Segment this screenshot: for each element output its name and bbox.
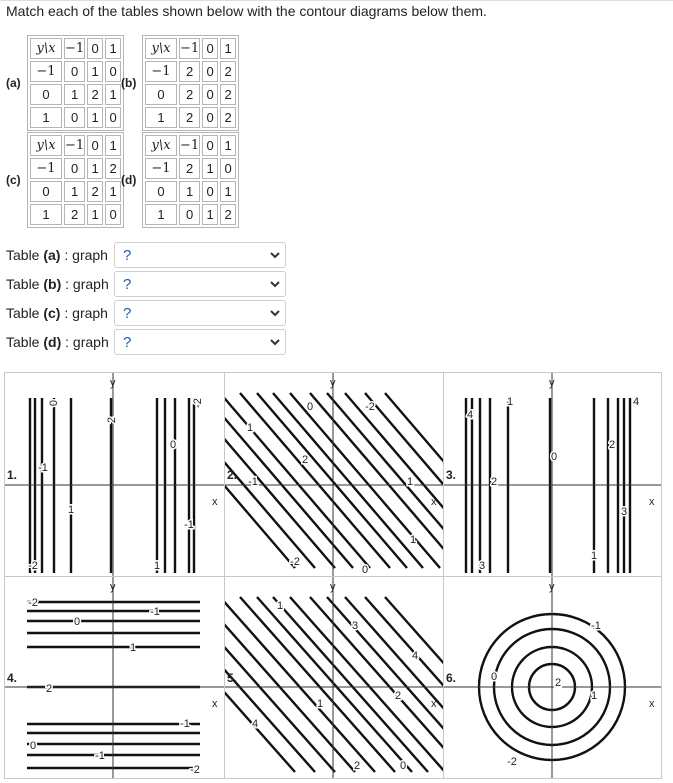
contour-label: 4	[251, 718, 259, 730]
graph-1	[5, 373, 225, 577]
contour-label: 0	[399, 760, 407, 772]
table-cell: 1	[87, 61, 103, 82]
y-axis-label: y	[110, 377, 116, 389]
contour-label: 1	[316, 698, 324, 710]
graph-number: 2.	[227, 468, 238, 482]
table-cell: 1	[87, 107, 103, 128]
question-prefix: Table	[6, 247, 44, 263]
chevron-down-icon	[270, 335, 280, 349]
table-header-cell: −1	[179, 38, 200, 59]
contour-label: -2	[507, 756, 517, 768]
contour-label: 1	[67, 504, 75, 516]
contour-label: 2	[394, 690, 402, 702]
graph-select-a[interactable]	[114, 242, 286, 268]
table-cell: 0	[64, 158, 85, 179]
contour-label: 2	[45, 683, 53, 695]
table-c	[27, 132, 124, 228]
table-header-cell: y\x	[30, 38, 62, 59]
x-axis-label: x	[212, 496, 218, 508]
question-prefix: Table	[6, 334, 44, 350]
contour-label: 2	[554, 677, 562, 689]
graph-select-c[interactable]	[114, 300, 286, 326]
question-suffix: : graph	[60, 247, 108, 263]
contour-label: 2	[608, 439, 616, 451]
contour-label: -2	[28, 560, 38, 572]
table-row-header: 1	[30, 107, 62, 128]
question-row-b	[6, 271, 296, 297]
table-label-a: (a)	[6, 76, 21, 90]
contour-line	[225, 597, 315, 772]
contour-label: -1	[184, 519, 194, 531]
question-suffix: : graph	[61, 276, 109, 292]
y-axis-label: y	[330, 377, 336, 389]
table-header-cell: 0	[87, 135, 103, 156]
x-axis-label: x	[431, 496, 437, 508]
contour-label: 1	[506, 396, 514, 408]
graph-select-d[interactable]	[114, 329, 286, 355]
table-cell: 2	[220, 61, 236, 82]
contour-plot-4	[5, 577, 224, 778]
y-axis-label: y	[549, 377, 555, 389]
table-cell: 2	[87, 181, 103, 202]
contour-label: 2	[490, 476, 498, 488]
contour-line	[365, 393, 443, 568]
table-row-header: 1	[145, 107, 177, 128]
contour-label: 4	[632, 396, 640, 408]
graph-6	[444, 577, 661, 778]
selected-value: ?	[123, 334, 132, 351]
table-cell: 1	[64, 181, 85, 202]
contour-label: -2	[192, 398, 204, 408]
table-cell: 1	[202, 204, 218, 225]
table-label-d: (d)	[121, 173, 137, 187]
table-row-header: 0	[145, 181, 177, 202]
table-header-cell: −1	[64, 38, 85, 59]
table-cell: 1	[202, 158, 218, 179]
contour-label: 1	[276, 600, 284, 612]
contour-plot-1	[5, 373, 224, 576]
question-suffix: : graph	[60, 305, 108, 321]
table-cell: 1	[105, 84, 121, 105]
table-header-cell: 1	[220, 135, 236, 156]
question-row-c	[6, 300, 296, 326]
table-header-cell: y\x	[145, 38, 177, 59]
contour-label: 0	[73, 616, 81, 628]
table-header-cell: y\x	[145, 135, 177, 156]
table-cell: 0	[202, 181, 218, 202]
contour-label: -2	[290, 556, 300, 568]
table-cell: 2	[105, 158, 121, 179]
chevron-down-icon	[270, 248, 280, 262]
table-cell: 0	[105, 61, 121, 82]
top-divider	[0, 0, 673, 1]
table-cell: 0	[64, 61, 85, 82]
question-row-d	[6, 329, 296, 355]
contour-label: 0	[550, 451, 558, 463]
contour-plot-6	[444, 577, 661, 778]
table-row-header: 0	[30, 84, 62, 105]
contour-label: -1	[248, 476, 258, 488]
contour-label: -2	[365, 401, 375, 413]
table-cell: 1	[105, 181, 121, 202]
contour-plot-2	[225, 373, 443, 576]
contour-label: 1	[409, 534, 417, 546]
table-cell: 1	[64, 84, 85, 105]
question-letter: (c)	[43, 305, 61, 321]
contour-label: -2	[190, 764, 200, 776]
table-cell: 2	[64, 204, 85, 225]
x-axis-label: x	[431, 698, 437, 710]
y-axis-label: y	[110, 581, 116, 593]
table-cell: 2	[87, 84, 103, 105]
question-title: Match each of the tables shown below with the contour diagrams below them.	[6, 3, 487, 19]
question-prefix: Table	[6, 305, 44, 321]
table-header-cell: y\x	[30, 135, 62, 156]
contour-label: 0	[306, 401, 314, 413]
table-cell: 2	[179, 107, 200, 128]
contour-label: 1	[590, 690, 598, 702]
contour-label: 0	[490, 671, 498, 683]
graph-4	[5, 577, 225, 778]
table-cell: 2	[220, 107, 236, 128]
contour-label: 0	[29, 740, 37, 752]
y-axis-label: y	[330, 581, 336, 593]
question-letter: (d)	[43, 334, 62, 350]
contour-line	[345, 393, 443, 568]
contour-plot-3	[444, 373, 661, 576]
contour-label: -1	[180, 718, 190, 730]
table-cell: 1	[220, 181, 236, 202]
table-header-cell: 0	[202, 135, 218, 156]
contour-label: -1	[95, 750, 105, 762]
table-label-b: (b)	[121, 76, 137, 90]
contour-plot-5	[225, 577, 443, 778]
contour-label: 1	[590, 550, 598, 562]
contour-label: 3	[478, 560, 486, 572]
table-row-header: −1	[145, 61, 177, 82]
chevron-down-icon	[270, 277, 280, 291]
table-cell: 2	[179, 158, 200, 179]
table-cell: 2	[220, 204, 236, 225]
graph-5	[225, 577, 444, 778]
contour-label: 4	[411, 650, 419, 662]
table-header-cell: 1	[105, 135, 121, 156]
table-cell: 1	[179, 181, 200, 202]
x-axis-label: x	[649, 496, 655, 508]
selected-value: ?	[123, 305, 132, 322]
graph-number: 5.	[227, 671, 238, 685]
contour-label: -1	[38, 462, 48, 474]
y-axis-label: y	[549, 581, 555, 593]
table-header-cell: −1	[179, 135, 200, 156]
table-header-cell: 1	[105, 38, 121, 59]
contour-label: -1	[150, 606, 160, 618]
x-axis-label: x	[212, 698, 218, 710]
table-cell: 0	[202, 107, 218, 128]
table-a	[27, 35, 124, 131]
table-header-cell: 0	[202, 38, 218, 59]
graph-number: 4.	[7, 671, 18, 685]
table-cell: 2	[179, 84, 200, 105]
table-header-cell: 1	[220, 38, 236, 59]
question-row-a	[6, 242, 296, 268]
question-letter: (b)	[43, 276, 62, 292]
contour-graph-grid	[4, 372, 662, 779]
table-row-header: −1	[30, 61, 62, 82]
table-row-header: 0	[145, 84, 177, 105]
contour-label: 0	[169, 439, 177, 451]
question-suffix: : graph	[61, 334, 109, 350]
table-b	[142, 35, 239, 131]
table-header-cell: −1	[64, 135, 85, 156]
graph-number: 1.	[7, 468, 18, 482]
contour-label: 1	[129, 642, 137, 654]
table-cell: 0	[105, 204, 121, 225]
chevron-down-icon	[270, 306, 280, 320]
question-label	[6, 305, 108, 321]
selected-value: ?	[123, 276, 132, 293]
table-cell: 1	[87, 204, 103, 225]
contour-line	[240, 597, 395, 772]
graph-3	[444, 373, 661, 577]
table-cell: 2	[220, 84, 236, 105]
table-cell: 0	[202, 84, 218, 105]
table-header-cell: 0	[87, 38, 103, 59]
graph-number: 3.	[446, 468, 457, 482]
contour-line	[225, 393, 315, 568]
contour-label: 3	[351, 620, 359, 632]
contour-label: 2	[353, 760, 361, 772]
question-letter: (a)	[43, 247, 61, 263]
table-row-header: 1	[30, 204, 62, 225]
selected-value: ?	[123, 247, 132, 264]
contour-line	[345, 597, 443, 772]
contour-label: 3	[620, 506, 628, 518]
contour-label: -1	[591, 620, 601, 632]
table-row-header: 0	[30, 181, 62, 202]
contour-line	[385, 597, 443, 772]
question-label	[6, 276, 109, 292]
question-prefix: Table	[6, 276, 44, 292]
contour-line	[327, 597, 443, 772]
table-cell: 0	[220, 158, 236, 179]
table-row-header: −1	[145, 158, 177, 179]
graph-number: 6.	[446, 671, 457, 685]
table-row-header: −1	[30, 158, 62, 179]
contour-label: 0	[48, 399, 60, 407]
table-cell: 0	[202, 61, 218, 82]
table-label-c: (c)	[6, 173, 21, 187]
table-cell: 0	[179, 204, 200, 225]
contour-label: 1	[406, 476, 414, 488]
graph-2	[225, 373, 444, 577]
table-row-header: 1	[145, 204, 177, 225]
contour-label: 4	[466, 409, 474, 421]
question-label	[6, 334, 109, 350]
x-axis-label: x	[649, 698, 655, 710]
contour-label: 1	[153, 560, 161, 572]
question-label	[6, 247, 108, 263]
table-cell: 1	[87, 158, 103, 179]
table-d	[142, 132, 239, 228]
contour-label: 1	[246, 422, 254, 434]
table-cell: 2	[179, 61, 200, 82]
table-cell: 0	[105, 107, 121, 128]
contour-label: 0	[361, 564, 369, 576]
contour-label: -2	[28, 597, 38, 609]
contour-label: 2	[106, 416, 118, 424]
table-cell: 0	[64, 107, 85, 128]
graph-select-b[interactable]	[114, 271, 286, 297]
contour-label: 2	[301, 454, 309, 466]
